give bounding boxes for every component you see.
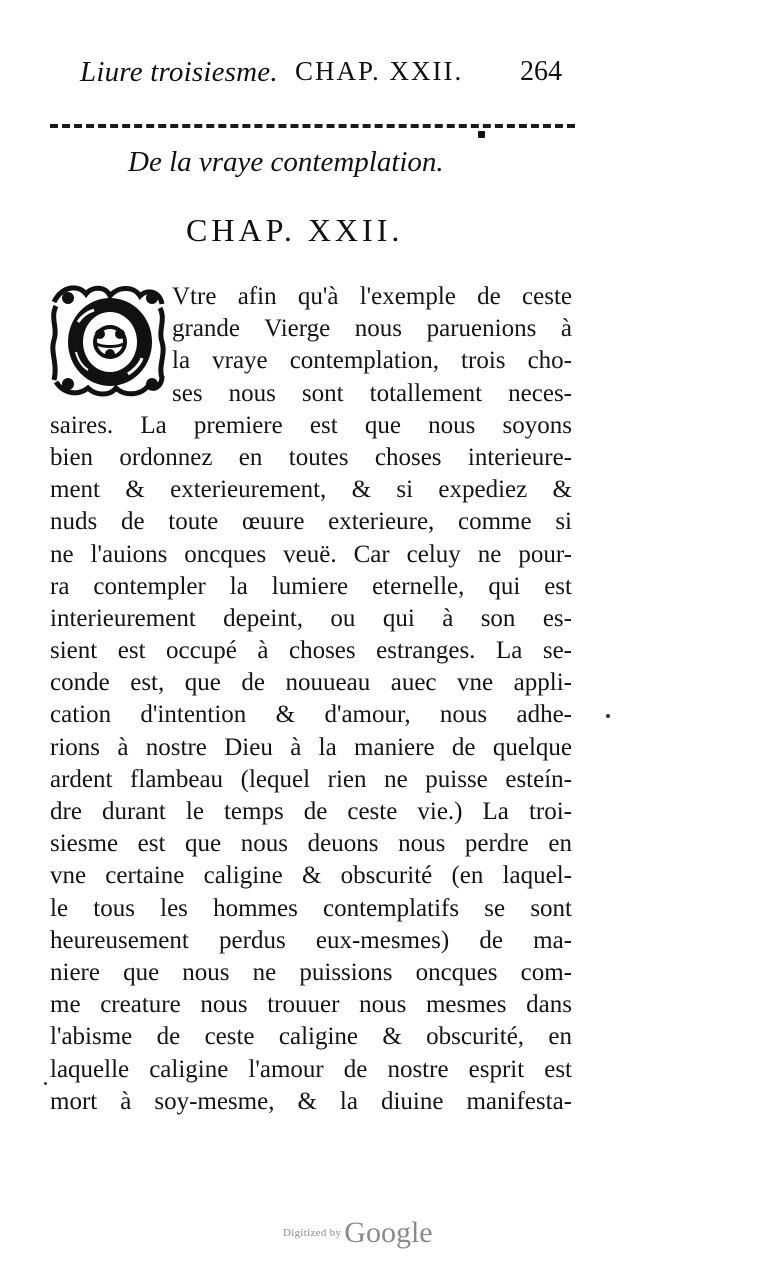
- text-line: ne l'auions oncques veuë. Car celuy ne pour-: [50, 540, 572, 568]
- text-line: dre durant le temps de ceste vie.) La troi-: [50, 798, 572, 825]
- ink-speck: [606, 714, 610, 718]
- chapter-heading: CHAP. XXII.: [186, 212, 404, 248]
- watermark-prefix: Digitized by: [283, 1227, 342, 1239]
- text-line: grande Vierge nous paruenions à: [172, 315, 572, 343]
- ink-speck: [478, 131, 485, 138]
- text-line: ardent flambeau (lequel rien ne puisse esteín-: [50, 765, 572, 793]
- text-line: saires. La premiere est que nous soyons: [50, 411, 572, 439]
- text-line: rions à nostre Dieu à la maniere de quelque: [50, 733, 572, 761]
- text-line: mort à soy-mesme, & la diuine manifesta-: [50, 1087, 572, 1115]
- text-line: ment & exterieurement, & si expediez &: [50, 476, 572, 504]
- text-line: me creature nous trouuer nous mesmes dans: [50, 991, 572, 1019]
- header-rule: [50, 124, 575, 128]
- ink-speck: [44, 1082, 47, 1085]
- running-head-chapter: CHAP. XXII.: [295, 56, 464, 86]
- text-line: le tous les hommes contemplatifs se sont: [50, 894, 572, 922]
- text-line: sient est occupé à choses estranges. La se-: [50, 637, 572, 665]
- watermark-brand: Google: [344, 1216, 433, 1249]
- text-line: interieurement depeint, ou qui à son es-: [50, 604, 572, 632]
- text-line: l'abisme de ceste caligine & obscurité, en: [50, 1023, 572, 1051]
- text-line: laquelle caligine l'amour de nostre esprit est: [50, 1055, 572, 1083]
- text-line: niere que nous ne puissions oncques com-: [50, 958, 572, 986]
- running-head-book: Liure troisiesme.: [80, 56, 278, 88]
- text-line: conde est, que de nouueau auec vne appli-: [50, 669, 572, 697]
- running-head: [80, 54, 580, 98]
- text-line: vne certaine caligine & obscurité (en laquel-: [50, 862, 572, 890]
- text-line: siesme est que nous deuons nous perdre en: [50, 830, 572, 858]
- chapter-subtitle: De la vraye contemplation.: [128, 146, 444, 178]
- text-line: Vtre afin qu'à l'exemple de ceste: [172, 283, 572, 310]
- text-line: heureusement perdus eux-mesmes) de ma-: [50, 926, 572, 954]
- body-text: [50, 281, 572, 1118]
- text-line: cation d'intention & d'amour, nous adhe-: [50, 701, 572, 729]
- text-line: ra contempler la lumiere eternelle, qui est: [50, 572, 572, 600]
- text-line: la vraye contemplation, trois cho-: [172, 347, 572, 375]
- digitization-watermark: [283, 1216, 433, 1250]
- text-line: bien ordonnez en toutes choses interieure-: [50, 443, 572, 471]
- text-line: ses nous sont totallement neces-: [172, 379, 572, 407]
- text-line: nuds de toute œuure exterieure, comme si: [50, 508, 572, 536]
- page-number: 264: [520, 56, 562, 87]
